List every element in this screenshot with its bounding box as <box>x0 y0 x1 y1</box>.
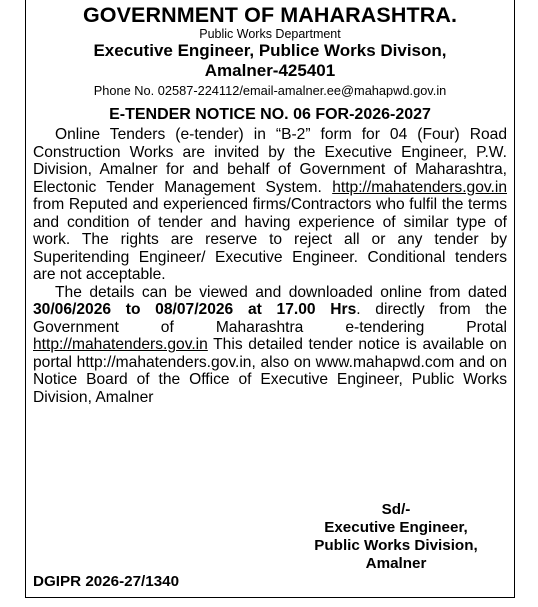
office-address: Amalner-425401 <box>204 61 336 80</box>
signature-block <box>292 501 500 573</box>
government-title: GOVERNMENT OF MAHARASHTRA. <box>82 3 458 27</box>
paragraph-2-text-c: This detailed tender notice is available on portal http://mahatenders.gov.in, also on www.mahapwd.com and on Notice Board of the Office of Executive Engineer, Public Works Division, Amalner <box>33 336 507 406</box>
notice-title: E-TENDER NOTICE NO. 06 FOR-2026-2027 <box>109 106 431 123</box>
contact-line: Phone No. 02587-224112/email-amalner.ee@mahapwd.gov.in <box>93 83 447 98</box>
office-name: Executive Engineer, Publice Works Divison, <box>93 41 447 60</box>
signature-location: Amalner <box>365 555 427 572</box>
notice-paragraph-1 <box>33 126 507 284</box>
signature-designation: Executive Engineer, <box>324 519 468 536</box>
department-name: Public Works Department <box>199 27 341 41</box>
signature-division: Public Works Division, <box>314 537 478 554</box>
tender-dates: 30/06/2026 to 08/07/2026 at 17.00 Hrs <box>33 301 357 318</box>
dgipr-reference: DGIPR 2026-27/1340 <box>33 573 180 590</box>
notice-paragraph-2 <box>33 284 507 407</box>
paragraph-1-text-b: from Reputed and experienced firms/Contractors who fulfil the terms and condition of tender and having experience of similar type of work. The rights are reserve to reject all or any tender by Superitending Engineer/ Executive Engineer. Conditional tenders are not acceptable. <box>33 196 507 283</box>
paragraph-1-text-a: Online Tenders (e-tender) in “B-2” form for 04 (Four) Road Construction Works are invited by the Executive Engineer, P.W. Division, Amalner for and behalf of Government of Maharashtra, Electonic Tender Management System. <box>33 126 507 196</box>
tender-notice <box>25 0 515 598</box>
paragraph-2-text-b: . directly from the Government of Maharashtra e-tendering Protal <box>33 301 507 336</box>
paragraph-2-text-a: The details can be viewed and downloaded online from dated <box>55 283 507 301</box>
signature-sd: Sd/- <box>381 501 411 518</box>
mahatenders-link-2[interactable]: http://mahatenders.gov.in <box>33 336 208 353</box>
mahatenders-link[interactable]: http://mahatenders.gov.in <box>332 178 507 196</box>
